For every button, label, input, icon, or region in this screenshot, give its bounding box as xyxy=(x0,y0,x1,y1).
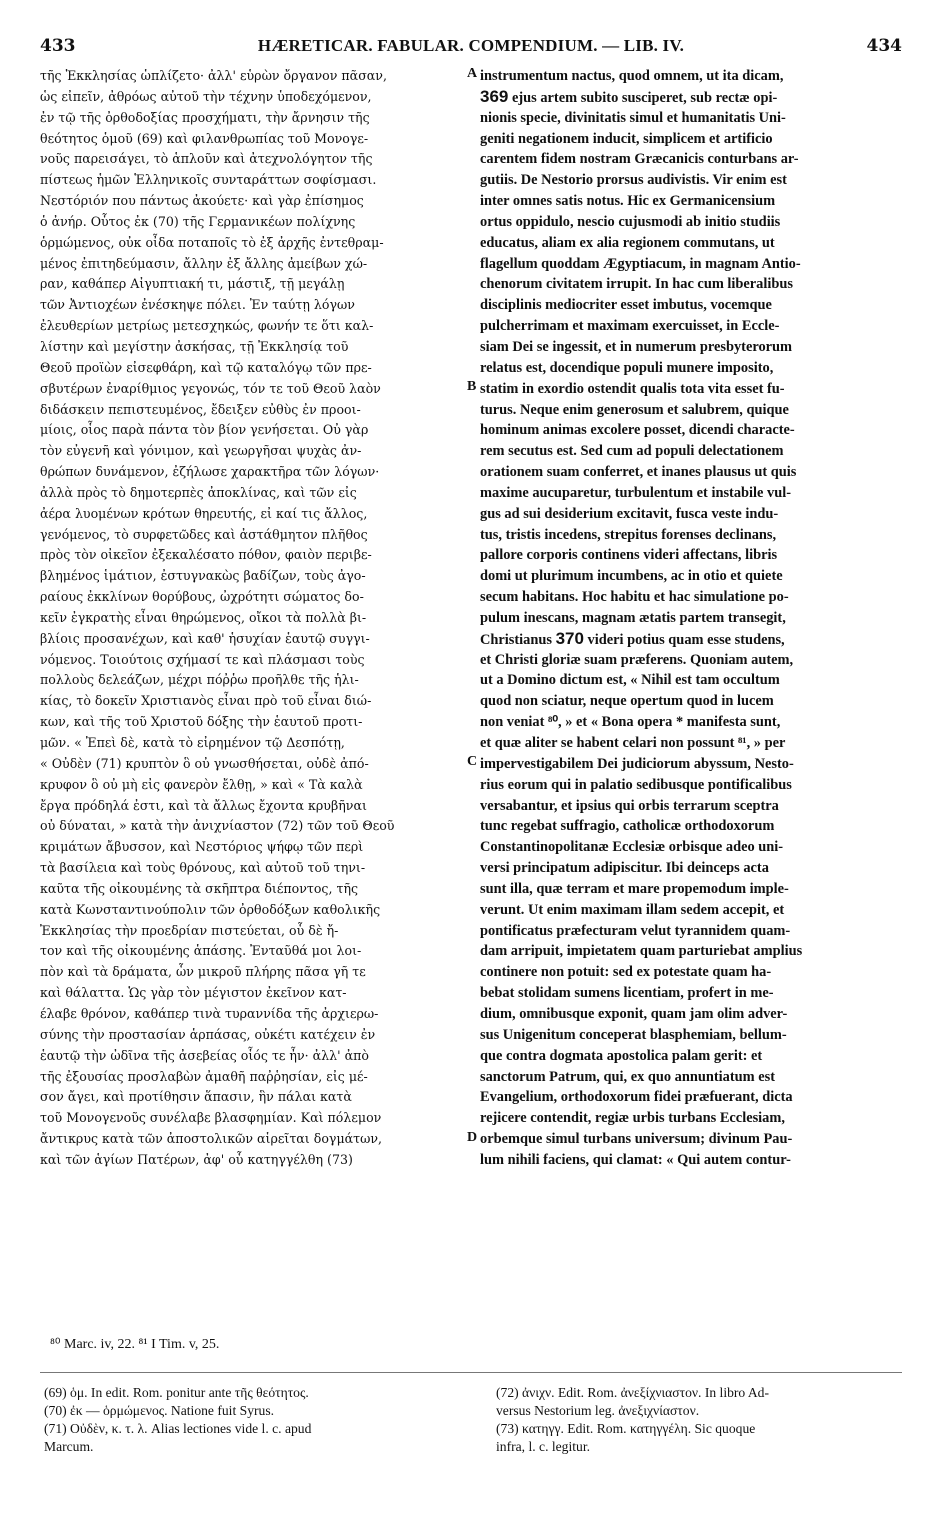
latin-text-line: Evangelium, orthodoxorum fidei præfuerant, dicta xyxy=(480,1089,793,1106)
latin-text-line: dium, omnibusque exponit, quam jam olim adver- xyxy=(480,1005,788,1022)
running-title: HÆRETICAR. FABULAR. COMPENDIUM. — LIB. IV. xyxy=(257,36,685,55)
latin-text-line: impervestigabilem Dei judiciorum abyssum, Nesto- xyxy=(480,755,794,772)
greek-text-line: έλαβε θρόνον, καθάπερ τινὰ τυραννίδα τῆς ἀρχιερω- xyxy=(40,1005,379,1021)
latin-text-line: bebat stolidam sumens licentiam, profert in me- xyxy=(480,985,774,1002)
latin-text-line: gutiis. De Nestorio prorsus audivistis. Vir enim est xyxy=(480,172,787,189)
latin-text-line: continere non potuit: sed ex potestate quam ha- xyxy=(480,964,772,981)
latin-text-line: siam Dei se ingessit, et in numerum presbyterorum xyxy=(480,338,793,355)
greek-text-line: τὸν εὐγενῆ καὶ γόνιμον, καὶ γεωργῆσαι ψυχὰς ἀν- xyxy=(40,443,362,459)
greek-text-line: κεῖν ἐγκρατὴς εἶναι θηρώμενος, οἴκοι τὰ πολλὰ βι- xyxy=(40,609,367,625)
greek-text-line: τοῦ Μονογενοῦς συνέλαβε βλασφημίαν. Καὶ πόλεμον xyxy=(40,1110,382,1126)
footnote-divider xyxy=(40,1372,902,1373)
footnote-line: versus Nestorium leg. ἀνεξιχνίαστον. xyxy=(496,1403,700,1418)
greek-text-line: λίστην καὶ μεγίστην ἀσκήσας, τῇ Ἐκκλησίᾳ τοῦ xyxy=(40,338,349,354)
greek-text-line: διδάσκειν πεπιστευμένος, ἔδειξεν εὐθὺς ἐν προοι- xyxy=(40,401,361,417)
greek-text-line: θεότητος ὁμοῦ (69) καὶ φιλανθρωπίας τοῦ Μονογε- xyxy=(40,130,369,146)
latin-text-line: statim in exordio ostendit qualis tota vita esset fu- xyxy=(480,380,785,397)
greek-text-line: « Οὐδὲν (71) κρυπτὸν ὃ οὐ γνωσθήσεται, οὐδὲ ἀπό- xyxy=(40,755,369,771)
greek-text-line: πολλοὺς δελεάζων, μέχρι πόῤῥω προῆλθε τῆς ἡλι- xyxy=(40,672,359,688)
latin-text-line: domi ut plurimum incumbens, ac in otio et quiete xyxy=(480,568,783,585)
latin-text-line: lum nihili faciens, qui clamat: « Qui autem contur- xyxy=(480,1151,791,1168)
latin-text-line: disciplinis mediocriter esset imbutus, vocemque xyxy=(480,297,772,314)
right-page-number: 434 xyxy=(866,36,902,56)
latin-text-line: que contra dogmata apostolica palam gerit: et xyxy=(480,1047,763,1064)
latin-text-line: verunt. Ut enim maximam illam sedem accepit, et xyxy=(480,901,785,918)
greek-text-line: τῶν Ἀντιοχέων ἐνέσκηψε πόλει. Ἐν ταύτῃ λόγων xyxy=(40,297,355,313)
latin-text-line: Constantinopolitanæ Ecclesiæ orbisque adeo uni- xyxy=(480,839,784,856)
latin-text-line: rius eorum qui in palatio sedibusque pontificalibus xyxy=(480,776,792,793)
greek-text-line: πὸν καὶ τὰ δράματα, ὧν μικροῦ πλήρης πᾶσα γῆ τε xyxy=(40,964,366,980)
greek-text-line: σον ἄγει, καὶ προτίθησιν ἅπασιν, ἣν πάλαι κατὰ xyxy=(40,1089,352,1105)
latin-text-line: chenorum civitatem irrupit. In hac cum liberalibus xyxy=(480,276,793,293)
latin-text-line: relatus est, docendique populi munere imposito, xyxy=(480,359,774,376)
latin-text-line: et quæ aliter se habent celari non possunt ⁸¹, » per xyxy=(480,735,786,751)
latin-text-line: instrumentum nactus, quod omnem, ut ita dicam, xyxy=(480,68,784,84)
latin-text-line: dam arripuit, impietatem quam parturiebat amplius xyxy=(480,943,803,960)
greek-text-line: καῦτα τῆς οἰκουμένης τὰ σκῆπτρα διέποντος, τῆς xyxy=(40,880,359,896)
greek-text-line: κων, καὶ τῆς τοῦ Χριστοῦ δόξης τὴν ἑαυτοῦ προτι- xyxy=(40,714,363,730)
latin-text-line: nionis specie, divinitatis simul et humanitatis Uni- xyxy=(480,109,786,126)
greek-text-line: ραίους ἐκκλίνων θορύβους, ὠχρότητι σώματος δο- xyxy=(40,589,364,605)
greek-text-line: κατὰ Κωνσταντινούπολιν τῶν ὀρθοδόξων καθολικῆς xyxy=(40,901,381,917)
greek-text-line: καὶ θάλαττα. Ὡς γὰρ τὸν μέγιστον ἐκεῖνον κατ- xyxy=(40,985,347,1001)
greek-text-line: καὶ τῶν ἁγίων Πατέρων, ἀφ' οὗ κατηγγέλθη (73) xyxy=(40,1151,353,1167)
greek-text-line: κίας, τὸ δοκεῖν Χριστιανὸς εἶναι πρὸ τοῦ εἶναι διώ- xyxy=(40,693,372,709)
latin-text-line: et Christi gloriæ suam præferens. Quoniam autem, xyxy=(480,651,794,668)
greek-text-line: βλίοις προσανέχων, καὶ καθ' ἡσυχίαν ἑαυτῷ συγγι- xyxy=(40,630,370,646)
greek-text-line: ἑαυτῷ τὴν ὠδῖνα τῆς ἀσεβείας οἷός τε ἦν· ἀλλ' ἀπὸ xyxy=(40,1047,369,1063)
latin-text-line: orbemque simul turbans universum; divinum Pau- xyxy=(480,1131,793,1148)
margin-letter-a: A xyxy=(467,66,478,81)
latin-text-line: non veniat ⁸⁰, » et « Bona opera * manifesta sunt, xyxy=(480,714,781,731)
latin-text-line: turus. Neque enim generosum et salubrem, quique xyxy=(480,401,789,418)
greek-text-line: ἐν τῷ τῆς ὀρθοδοξίας προσχήματι, τὴν ἄρνησιν τῆς xyxy=(40,109,370,125)
footnote-line: (69) ὁμ. In edit. Rom. ponitur ante τῆς θεότητος. xyxy=(44,1385,309,1400)
left-page-number: 433 xyxy=(40,36,76,56)
latin-text-line: versi principatum adipiscitur. Ibi deinceps acta xyxy=(480,860,769,877)
latin-text-line: tunc regebat suffragio, catholicæ orthodoxorum xyxy=(480,818,775,835)
greek-text-column xyxy=(40,66,464,1171)
margin-letter-b: B xyxy=(467,379,477,394)
footnote-line: Marcum. xyxy=(44,1439,94,1454)
greek-text-line: τῆς ἐξουσίας προσλαβὼν ἀμαθῆ παῤῥησίαν, εἰς μέ- xyxy=(40,1068,368,1084)
greek-text-line: ἀέρα λυομένων κρότων θηρευτής, εἰ καί τις ἄλλος, xyxy=(40,505,368,521)
footnote-line: (72) ἀνιχν. Edit. Rom. ἀνεξίχνιαστον. In libro Ad- xyxy=(496,1385,770,1400)
latin-text-line: pulum inescans, magnam ætatis partem transegit, xyxy=(480,609,786,626)
greek-text-line: ὁ ἀνήρ. Οὗτος ἐκ (70) τῆς Γερμανικέων πολίχνης xyxy=(40,213,356,229)
latin-text-line: gus ad sui desiderium excitavit, fusca veste indu- xyxy=(480,505,779,522)
greek-text-line: Θεοῦ προϊὼν εἰσεφθάρη, καὶ τῷ καταλόγῳ τῶν πρε- xyxy=(40,359,372,375)
greek-text-line: ἔργα πρόδηλά ἐστι, καὶ τὰ ἄλλως ἔχοντα κρυβῆναι xyxy=(40,797,367,813)
greek-text-line: Ἐκκλησίας τὴν προεδρίαν πιστεύεται, οὗ δὲ ἤ- xyxy=(40,922,339,938)
latin-text-line: ut a Domino dictum est, « Nihil est tam occultum xyxy=(480,672,780,689)
greek-text-line: πίστεως ἡμῶν Ἑλληνικοῖς συνταράττων σοφίσμασι. xyxy=(40,172,377,188)
margin-letter-c: C xyxy=(467,754,478,769)
latin-text-line: ortus oppidulo, nescio cujusmodi ab initio studiis xyxy=(480,213,781,230)
footnote-line: (71) Οὐδὲν, κ. τ. λ. Alias lectiones vide l. c. apud xyxy=(44,1421,312,1436)
greek-text-line: ἄντικρυς κατὰ τῶν ἀποστολικῶν αἱρεῖται δογμάτων, xyxy=(40,1131,383,1147)
greek-text-line: Νεστόριόν που πάντως ἀκούετε· καὶ γὰρ ἐπίσημος xyxy=(40,193,364,209)
latin-text-line: carentem fidem nostram Græcanicis conturbans ar- xyxy=(480,151,799,168)
latin-text-line: tus, tristis incedens, strepitus forenses declinans, xyxy=(480,526,777,543)
column-number-marker: 370 xyxy=(555,628,584,648)
footnotes-right xyxy=(496,1384,902,1456)
footnote-line: infra, l. c. legitur. xyxy=(496,1439,590,1454)
greek-text-line: γενόμενος, τὸ συρφετῶδες καὶ ἀστάθμητον πλῆθος xyxy=(40,526,368,542)
latin-text-line: hominum animas excolere posset, dicendi characte- xyxy=(480,422,795,439)
greek-text-line: ἀλλὰ πρὸς τὸ δημοτερπὲς ἀποκλίνας, καὶ τῶν εἰς xyxy=(40,484,357,500)
greek-text-line: ἐλευθερίων μετρίως μετεσχηκώς, φωνήν τε ὅτι καλ- xyxy=(40,318,374,334)
scripture-references: ⁸⁰ Marc. iv, 22. ⁸¹ I Tim. v, 25. xyxy=(50,1337,220,1352)
latin-text-line: quod non sciatur, neque opertum quod in lucem xyxy=(480,693,774,710)
greek-text-line: μίοις, οἷος παρὰ πάντα τὸν βίον γενήσεται. Οὐ γὰρ xyxy=(40,422,369,438)
latin-text-line: secum habitans. Hoc habitu et hac simulatione po- xyxy=(480,589,789,606)
latin-text-line: orationem suam conferret, et inanes plausus ut quis xyxy=(480,464,797,481)
greek-text-line: τὰ βασίλεια καὶ τοὺς θρόνους, καὶ αὐτοῦ τοῦ τηνι- xyxy=(40,860,366,876)
greek-text-line: τον καὶ τῆς οἰκουμένης ἁπάσης. Ἐνταῦθά μοι λοι- xyxy=(40,943,362,959)
latin-text-line: pulcherrimam et maximam exercuisset, in Eccle- xyxy=(480,318,780,335)
greek-text-line: μένος ἐπιτηδεύμασιν, ἄλλην ἐξ ἄλλης ἀμείβων χώ- xyxy=(40,255,368,271)
greek-text-line: ὡς εἰπεῖν, ἀθρόως αὐτοῦ τὴν τέχνην ὑποδεχόμενον, xyxy=(40,88,372,104)
latin-text-line: maxime aucuparetur, turbulentum et instabile vul- xyxy=(480,484,792,501)
margin-letter-d: D xyxy=(467,1130,478,1145)
latin-text-line: pallore corporis continens videri affectans, libris xyxy=(480,547,778,564)
latin-text-line: educatus, aliam ex alia regionem commutans, ut xyxy=(480,234,775,251)
latin-text-line: geniti negationem inducit, simplicem et artificio xyxy=(480,130,773,147)
greek-text-line: ὁρμώμενος, οὐκ οἶδα ποταποῖς τὸ ἐξ ἀρχῆς ἐντεθραμ- xyxy=(40,234,384,250)
latin-text-line: sus Unigenitum conceperat blasphemiam, bellum- xyxy=(480,1026,787,1043)
latin-text-line: rem secutus est. Sed cum ad populi delectationem xyxy=(480,443,784,460)
latin-text-line: inter omnes satis notus. Hic ex Germanicensium xyxy=(480,193,776,210)
greek-text-line: ραν, καθάπερ Αἰγυπτιακή τι, μάστιξ, τῇ μεγάλῃ xyxy=(40,276,345,292)
latin-text-line: sunt illa, quæ terram et mare propemodum imple- xyxy=(480,880,789,897)
latin-text-column xyxy=(480,66,902,1171)
greek-text-line: νόμενος. Τοιούτοις σχήμασί τε καὶ πλάσμασι τοὺς xyxy=(40,651,365,667)
latin-text-line: flagellum quoddam Ægyptiacum, in magnam Antio- xyxy=(480,255,801,272)
greek-text-line: νοῦς παρεισάγει, τὸ ἁπλοῦν καὶ ἀτεχνολόγητον τῆς xyxy=(40,151,373,167)
greek-text-line: βλημένος ἱμάτιον, ἐστυγνακὼς βαδίζων, τοὺς ἀγο- xyxy=(40,568,366,584)
greek-text-line: σβυτέρων ἐναρίθμιος γεγονώς, τόν τε τοῦ Θεοῦ λαὸν xyxy=(40,380,381,396)
greek-text-line: κρυφον ὃ οὐ μὴ εἰς φανερὸν ἔλθῃ, » καὶ « Τὰ καλὰ xyxy=(40,776,363,792)
latin-text-line: versabantur, et ipsius qui orbis terrarum sceptra xyxy=(480,797,779,814)
latin-text-line: pontificatus præfecturam velut tyrannidem quam- xyxy=(480,922,791,939)
latin-text-line: Christianus 370 videri potius quam esse studens, xyxy=(480,628,785,648)
running-header xyxy=(40,36,902,60)
greek-text-line: κριμάτων ἄβυσσον, καὶ Νεστόριος ψήφῳ τῶν περὶ xyxy=(40,839,364,855)
greek-text-line: οὐ δύναται, » κατὰ τὴν ἀνιχνίαστον (72) τῶν τοῦ Θεοῦ xyxy=(40,818,395,834)
column-number-marker: 369 xyxy=(480,86,509,106)
latin-text-line: rejicere contendit, regiæ urbis turbans Ecclesiam, xyxy=(480,1110,785,1127)
footnote-line: (70) ἐκ — ὁρμώμενος. Natione fuit Syrus. xyxy=(44,1403,275,1418)
footnote-line: (73) κατηγγ. Edit. Rom. κατηγγέλη. Sic quoque xyxy=(496,1421,756,1436)
greek-text-line: τῆς Ἐκκλησίας ὡπλίζετο· ἀλλ' εὑρὼν ὄργανον πᾶσαν, xyxy=(40,68,387,83)
greek-text-line: θρώπων δυνάμενον, ἐζήλωσε χαρακτῆρα τῶν λόγων· xyxy=(40,464,380,480)
greek-text-line: μῶν. « Ἐπεὶ δὲ, κατὰ τὸ εἰρημένον τῷ Δεσπότῃ, xyxy=(40,735,345,750)
footnotes-left xyxy=(44,1384,464,1456)
greek-text-line: σύνης τὴν προστασίαν ἁρπάσας, οὐκέτι κατέχειν ἐν xyxy=(40,1026,376,1042)
greek-text-line: πρὸς τὸν οἰκεῖον ἐξεκαλέσατο πόθον, φαιὸν περιβε- xyxy=(40,547,372,563)
latin-text-line: 369 ejus artem subito susciperet, sub rectæ opi- xyxy=(480,86,778,106)
latin-text-line: sanctorum Patrum, qui, ex quo annuntiatum est xyxy=(480,1068,776,1085)
